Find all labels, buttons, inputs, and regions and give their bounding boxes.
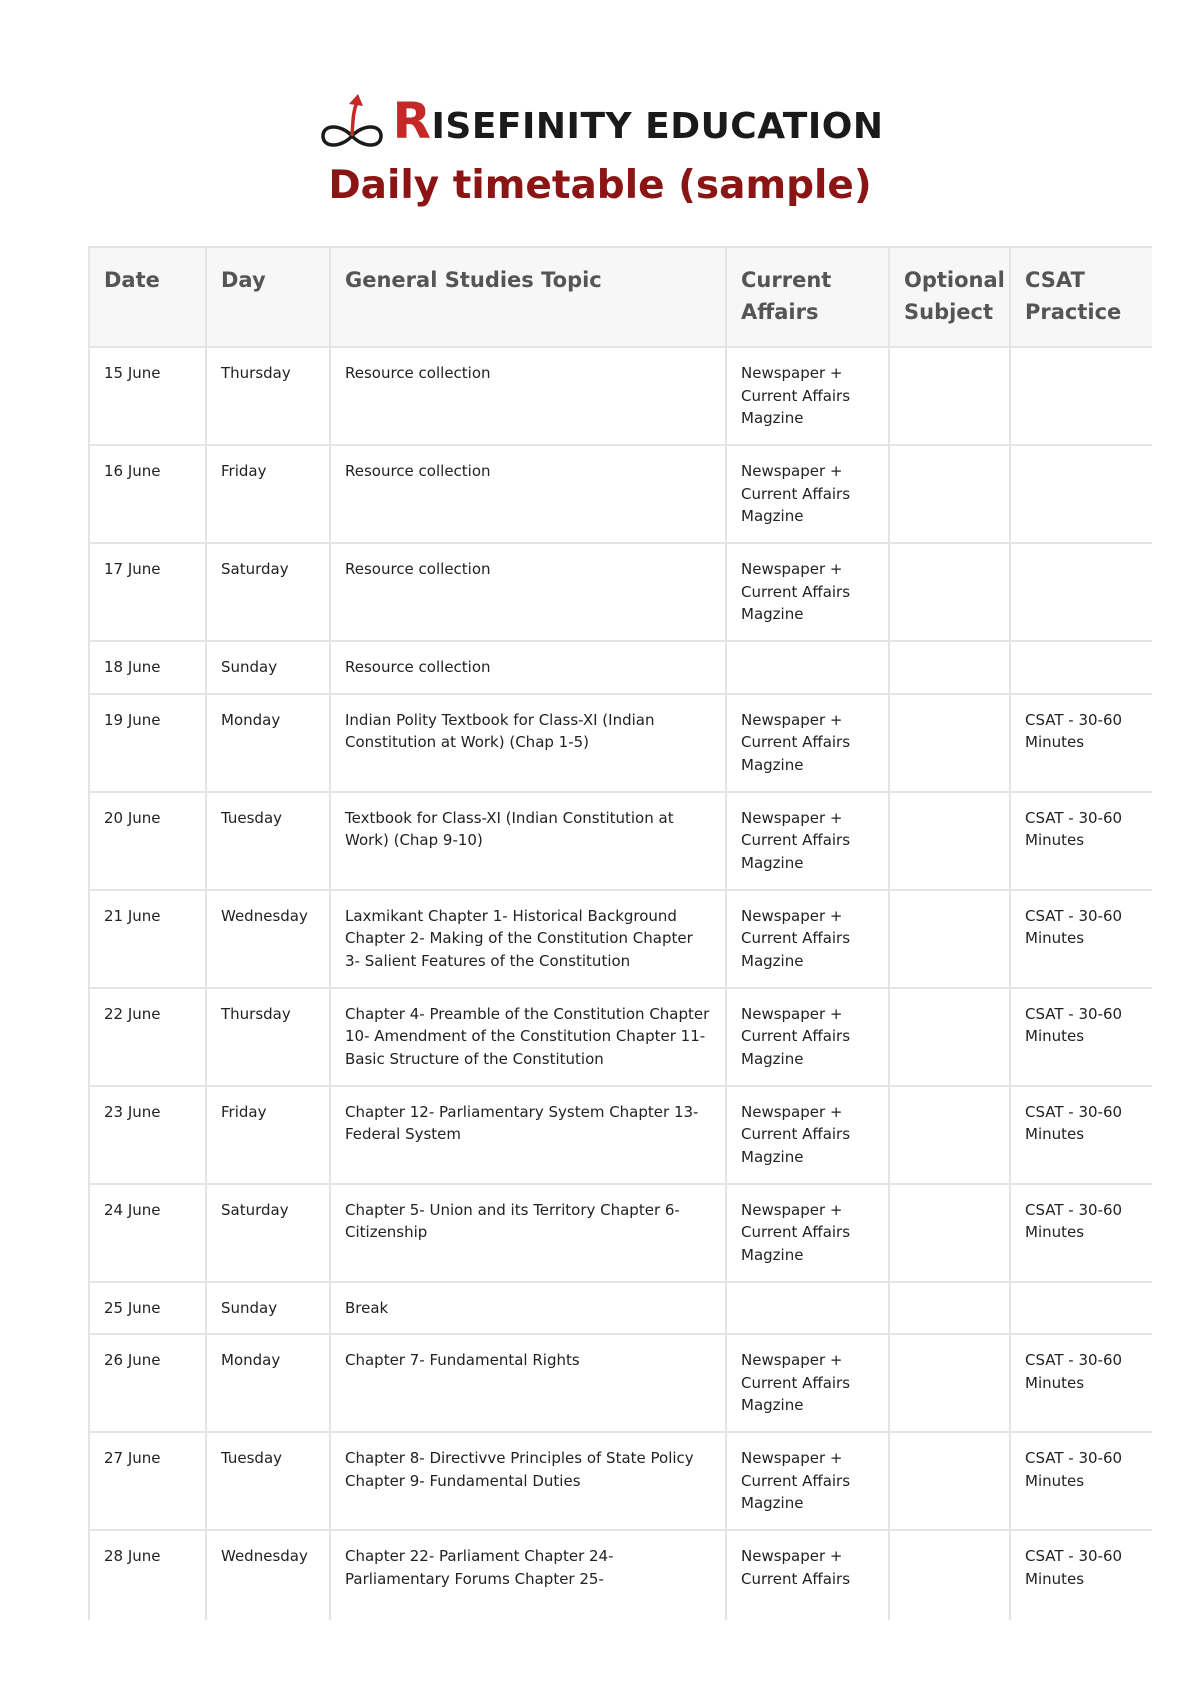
cell-optional <box>889 445 1010 543</box>
cell-csat: CSAT - 30-60 Minutes <box>1010 1184 1152 1282</box>
table-row <box>89 1086 1152 1184</box>
cell-current-affairs: Newspaper + Current Affairs Magzine <box>726 694 889 792</box>
column-header-csat: CSAT Practice <box>1010 247 1152 347</box>
table-row <box>89 543 1152 641</box>
cell-current-affairs: Newspaper + Current Affairs Magzine <box>726 543 889 641</box>
cell-optional <box>889 694 1010 792</box>
column-header-optional: Optional Subject <box>889 247 1010 347</box>
cell-topic: Resource collection <box>330 641 726 694</box>
cell-csat <box>1010 445 1152 543</box>
cell-csat: CSAT - 30-60 Minutes <box>1010 1432 1152 1530</box>
cell-day: Friday <box>206 445 330 543</box>
cell-date: 16 June <box>89 445 206 543</box>
cell-optional <box>889 792 1010 890</box>
table-row <box>89 988 1152 1086</box>
cell-date: 20 June <box>89 792 206 890</box>
cell-day: Tuesday <box>206 792 330 890</box>
table-row <box>89 1282 1152 1335</box>
timetable <box>88 246 1152 1620</box>
cell-topic: Chapter 4- Preamble of the Constitution Chapter 10- Amendment of the Constitution Chapter 11- Basic Structure of the Constitution <box>330 988 726 1086</box>
cell-date: 28 June <box>89 1530 206 1620</box>
cell-optional <box>889 347 1010 445</box>
cell-date: 21 June <box>89 890 206 988</box>
table-row <box>89 1334 1152 1432</box>
cell-optional <box>889 1184 1010 1282</box>
cell-day: Sunday <box>206 1282 330 1335</box>
brand-rest: ISEFINITY EDUCATION <box>431 106 884 147</box>
cell-csat: CSAT - 30-60 Minutes <box>1010 792 1152 890</box>
table-row <box>89 1184 1152 1282</box>
cell-day: Monday <box>206 694 330 792</box>
cell-optional <box>889 1530 1010 1620</box>
cell-optional <box>889 1432 1010 1530</box>
cell-topic: Chapter 8- Directivve Principles of State Policy Chapter 9- Fundamental Duties <box>330 1432 726 1530</box>
cell-topic: Chapter 7- Fundamental Rights <box>330 1334 726 1432</box>
cell-topic: Laxmikant Chapter 1- Historical Background Chapter 2- Making of the Constitution Chapter 3- Salient Features of the Constitution <box>330 890 726 988</box>
cell-current-affairs: Newspaper + Current Affairs Magzine <box>726 890 889 988</box>
page-title: Daily timetable (sample) <box>328 163 872 208</box>
cell-optional <box>889 1334 1010 1432</box>
cell-day: Saturday <box>206 543 330 641</box>
cell-day: Friday <box>206 1086 330 1184</box>
brand-logo <box>317 90 884 152</box>
cell-csat: CSAT - 30-60 Minutes <box>1010 1334 1152 1432</box>
cell-date: 23 June <box>89 1086 206 1184</box>
cell-date: 26 June <box>89 1334 206 1432</box>
table-row <box>89 445 1152 543</box>
cell-current-affairs: Newspaper + Current Affairs Magzine <box>726 1184 889 1282</box>
cell-current-affairs: Newspaper + Current Affairs Magzine <box>726 1432 889 1530</box>
cell-date: 17 June <box>89 543 206 641</box>
table-row <box>89 1530 1152 1620</box>
table-row <box>89 694 1152 792</box>
cell-csat: CSAT - 30-60 Minutes <box>1010 890 1152 988</box>
cell-topic: Break <box>330 1282 726 1335</box>
cell-optional <box>889 1282 1010 1335</box>
table-row <box>89 890 1152 988</box>
column-header-current-affairs: Current Affairs <box>726 247 889 347</box>
cell-csat <box>1010 641 1152 694</box>
cell-current-affairs: Newspaper + Current Affairs Magzine <box>726 792 889 890</box>
cell-date: 18 June <box>89 641 206 694</box>
brand-name <box>393 92 884 150</box>
cell-day: Sunday <box>206 641 330 694</box>
column-header-date: Date <box>89 247 206 347</box>
timetable-container <box>88 246 1152 1620</box>
cell-optional <box>889 641 1010 694</box>
cell-topic: Resource collection <box>330 543 726 641</box>
cell-topic: Chapter 12- Parliamentary System Chapter 13- Federal System <box>330 1086 726 1184</box>
cell-optional <box>889 890 1010 988</box>
document-header <box>0 90 1200 208</box>
cell-topic: Chapter 22- Parliament Chapter 24- Parliamentary Forums Chapter 25- <box>330 1530 726 1620</box>
cell-day: Monday <box>206 1334 330 1432</box>
cell-current-affairs <box>726 641 889 694</box>
cell-date: 19 June <box>89 694 206 792</box>
cell-current-affairs: Newspaper + Current Affairs Magzine <box>726 988 889 1086</box>
cell-date: 25 June <box>89 1282 206 1335</box>
cell-csat: CSAT - 30-60 Minutes <box>1010 1530 1152 1620</box>
cell-date: 22 June <box>89 988 206 1086</box>
cell-optional <box>889 543 1010 641</box>
column-header-topic: General Studies Topic <box>330 247 726 347</box>
cell-current-affairs: Newspaper + Current Affairs Magzine <box>726 1334 889 1432</box>
cell-csat: CSAT - 30-60 Minutes <box>1010 694 1152 792</box>
infinity-arrow-logo-icon <box>317 90 387 152</box>
cell-csat: CSAT - 30-60 Minutes <box>1010 988 1152 1086</box>
cell-date: 27 June <box>89 1432 206 1530</box>
cell-day: Wednesday <box>206 890 330 988</box>
cell-csat <box>1010 347 1152 445</box>
table-row <box>89 1432 1152 1530</box>
table-row <box>89 792 1152 890</box>
cell-day: Tuesday <box>206 1432 330 1530</box>
cell-optional <box>889 988 1010 1086</box>
cell-csat <box>1010 1282 1152 1335</box>
cell-day: Wednesday <box>206 1530 330 1620</box>
cell-current-affairs: Newspaper + Current Affairs Magzine <box>726 445 889 543</box>
table-header-row <box>89 247 1152 347</box>
cell-day: Saturday <box>206 1184 330 1282</box>
table-row <box>89 641 1152 694</box>
cell-topic: Indian Polity Textbook for Class-XI (Indian Constitution at Work) (Chap 1-5) <box>330 694 726 792</box>
brand-initial: R <box>392 92 432 150</box>
cell-current-affairs: Newspaper + Current Affairs Magzine <box>726 347 889 445</box>
cell-csat: CSAT - 30-60 Minutes <box>1010 1086 1152 1184</box>
cell-date: 15 June <box>89 347 206 445</box>
cell-day: Thursday <box>206 347 330 445</box>
cell-day: Thursday <box>206 988 330 1086</box>
cell-topic: Resource collection <box>330 445 726 543</box>
column-header-day: Day <box>206 247 330 347</box>
cell-csat <box>1010 543 1152 641</box>
cell-date: 24 June <box>89 1184 206 1282</box>
table-row <box>89 347 1152 445</box>
cell-current-affairs: Newspaper + Current Affairs <box>726 1530 889 1620</box>
cell-topic: Resource collection <box>330 347 726 445</box>
cell-current-affairs: Newspaper + Current Affairs Magzine <box>726 1086 889 1184</box>
cell-optional <box>889 1086 1010 1184</box>
cell-topic: Chapter 5- Union and its Territory Chapter 6- Citizenship <box>330 1184 726 1282</box>
cell-topic: Textbook for Class-XI (Indian Constitution at Work) (Chap 9-10) <box>330 792 726 890</box>
cell-current-affairs <box>726 1282 889 1335</box>
